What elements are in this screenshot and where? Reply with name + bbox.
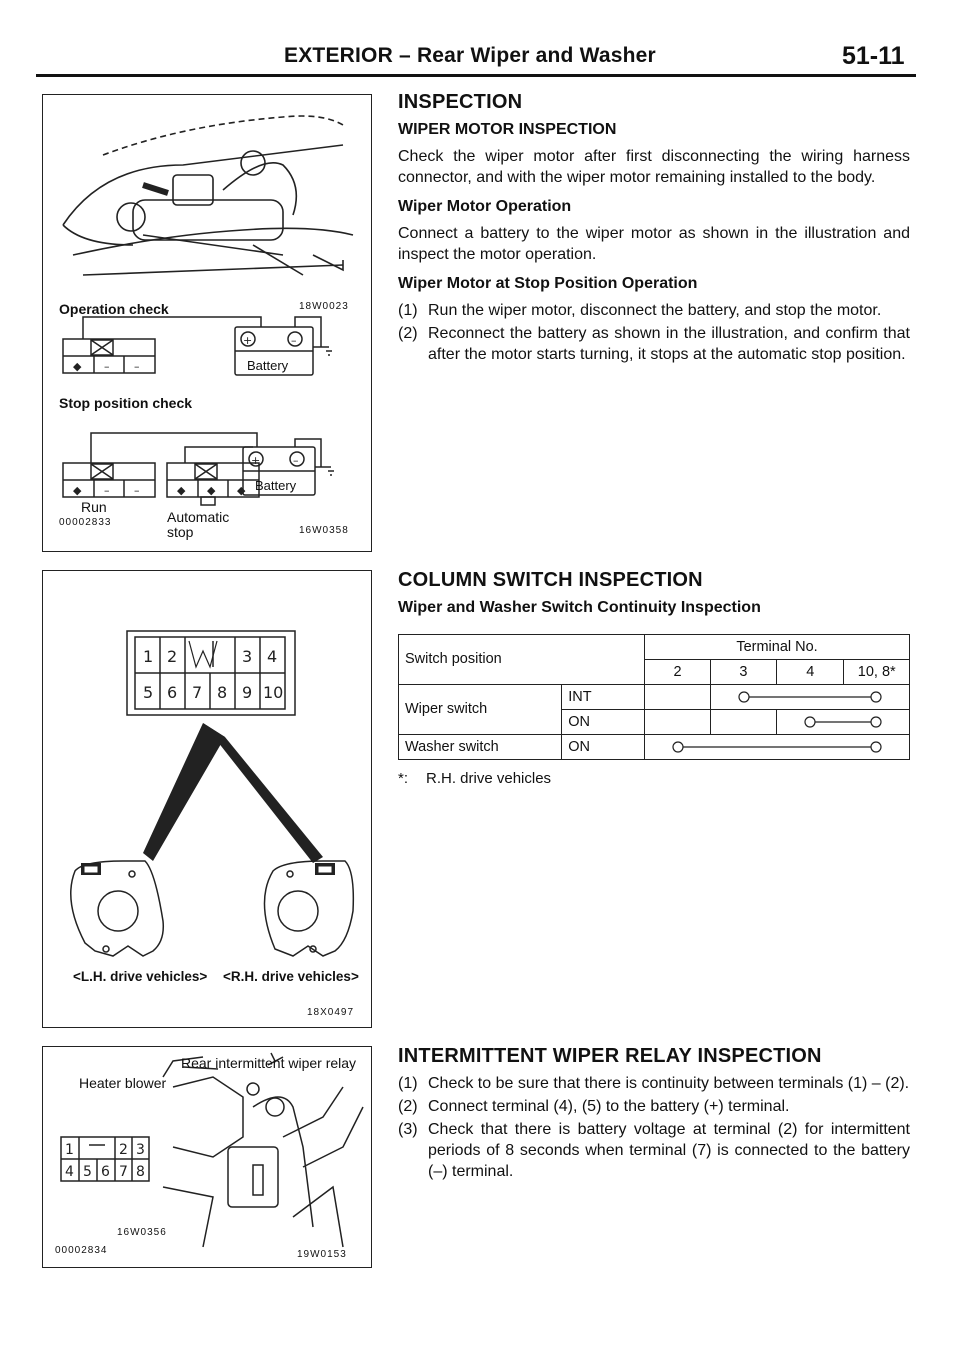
inspection-section — [398, 92, 910, 367]
step-text: Run the wiper motor, disconnect the battery, and stop the motor. — [428, 302, 882, 319]
washer-switch-label: Washer switch — [399, 735, 562, 760]
step-number: (3) — [398, 1121, 418, 1138]
step-item — [398, 1096, 910, 1117]
figure-wiper-motor — [42, 94, 372, 552]
table-row — [399, 685, 910, 710]
page-number: 51-11 — [842, 42, 905, 70]
svg-text:◆: ◆ — [73, 484, 82, 497]
svg-text:◆: ◆ — [207, 484, 216, 497]
table-footnote — [398, 768, 910, 789]
figure-code: 16W0358 — [299, 525, 349, 536]
figure-code: 00002834 — [55, 1245, 108, 1256]
int-position: INT — [562, 685, 645, 710]
terminal-header: 10, 8* — [844, 660, 910, 685]
relay-terminal-3: 3 — [136, 1142, 145, 1158]
terminal-header: 4 — [776, 660, 844, 685]
continuity-mark — [776, 710, 909, 735]
terminal-no-header: Terminal No. — [645, 635, 910, 660]
continuity-table — [398, 634, 910, 760]
continuity-line — [711, 686, 909, 708]
rh-drive-label: <R.H. drive vehicles> — [223, 969, 359, 984]
operation-check-label: Operation check — [59, 301, 169, 317]
svg-text:–: – — [104, 360, 110, 373]
wiper-switch-label: Wiper switch — [399, 685, 562, 735]
wiper-motor-operation-text: Connect a battery to the wiper motor as shown in the illustration and inspect the motor operation. — [398, 225, 910, 263]
step-number: (2) — [398, 325, 418, 342]
heater-blower-label: Heater blower — [79, 1075, 167, 1091]
relay-terminal-7: 7 — [119, 1164, 128, 1180]
figure-column-switch — [42, 570, 372, 1028]
step-item — [398, 1073, 910, 1094]
relay-terminal-5: 5 — [83, 1164, 92, 1180]
figure-code: 18W0023 — [299, 301, 349, 312]
relay-terminal-4: 4 — [65, 1164, 74, 1180]
terminal-4: 4 — [267, 647, 278, 666]
continuity-mark — [710, 685, 909, 710]
terminal-5: 5 — [143, 683, 154, 702]
table-row — [399, 635, 910, 660]
column-switch-section — [398, 570, 910, 789]
column-switch-illustration — [43, 571, 373, 1029]
on-position: ON — [562, 710, 645, 735]
switch-position-header: Switch position — [399, 635, 645, 685]
run-label: Run — [81, 499, 107, 515]
svg-text:◆: ◆ — [73, 360, 82, 373]
step-text: Check that there is battery voltage at terminal (2) for intermittent periods of 8 seconds when terminal (7) is connected to the battery (–) terminal. — [428, 1121, 910, 1180]
terminal-10: 10 — [263, 683, 284, 702]
figure-relay — [42, 1046, 372, 1268]
stop-position-label: Stop position check — [59, 395, 193, 411]
step-number: (1) — [398, 1075, 418, 1092]
terminal-header: 3 — [710, 660, 776, 685]
continuity-line — [777, 711, 909, 733]
relay-inspection-section — [398, 1046, 910, 1184]
step-text: Check to be sure that there is continuity between terminals (1) – (2). — [428, 1075, 910, 1092]
terminal-7: 7 — [192, 683, 203, 702]
wiper-motor-inspection-heading: WIPER MOTOR INSPECTION — [398, 121, 617, 138]
figure-code: 00002833 — [59, 517, 112, 528]
table-row — [399, 735, 910, 760]
lh-drive-label: <L.H. drive vehicles> — [73, 969, 208, 984]
step-item — [398, 1119, 910, 1182]
relay-label: Rear intermittent wiper relay — [181, 1055, 357, 1071]
step-number: (2) — [398, 1098, 418, 1115]
terminal-header: 2 — [645, 660, 711, 685]
terminal-8: 8 — [217, 683, 228, 702]
continuity-mark — [645, 735, 910, 760]
relay-inspection-heading: INTERMITTENT WIPER RELAY INSPECTION — [398, 1045, 822, 1067]
wiper-motor-intro: Check the wiper motor after first disconnecting the wiring harness connector, and with the wiper motor remaining installed to the body. — [398, 148, 910, 186]
svg-text:+: + — [243, 334, 253, 347]
terminal-6: 6 — [167, 683, 178, 702]
terminal-1: 1 — [143, 647, 154, 666]
continuity-heading: Wiper and Washer Switch Continuity Inspection — [398, 599, 761, 616]
step-item — [398, 323, 910, 365]
step-text: Reconnect the battery as shown in the illustration, and confirm that after the motor starts turning, it stops at the automatic stop position. — [428, 325, 910, 363]
figure-code: 18X0497 — [307, 1007, 355, 1018]
step-text: Connect terminal (4), (5) to the battery (+) terminal. — [428, 1098, 790, 1115]
terminal-3: 3 — [242, 647, 253, 666]
battery-label: Battery — [255, 478, 297, 493]
figure-code: 16W0356 — [117, 1227, 167, 1238]
relay-terminal-2: 2 — [119, 1142, 128, 1158]
step-number: (1) — [398, 302, 418, 319]
svg-text:–: – — [134, 484, 140, 497]
footnote-mark: *: — [398, 770, 409, 787]
header-rule — [36, 74, 916, 77]
figure-code: 19W0153 — [297, 1249, 347, 1260]
stop-position-heading: Wiper Motor at Stop Position Operation — [398, 275, 698, 292]
svg-text:◆: ◆ — [237, 484, 246, 497]
footnote-text: R.H. drive vehicles — [426, 770, 552, 787]
svg-text:–: – — [291, 334, 297, 347]
wiper-motor-illustration — [43, 95, 373, 553]
section-title: EXTERIOR – Rear Wiper and Washer — [284, 44, 656, 67]
continuity-line — [645, 736, 907, 758]
terminal-9: 9 — [242, 683, 253, 702]
svg-text:◆: ◆ — [177, 484, 186, 497]
column-switch-heading: COLUMN SWITCH INSPECTION — [398, 569, 703, 591]
battery-label: Battery — [247, 358, 289, 373]
terminal-2: 2 — [167, 647, 178, 666]
stop-label: stop — [167, 524, 194, 540]
svg-text:+: + — [251, 454, 261, 467]
on-position: ON — [562, 735, 645, 760]
svg-text:–: – — [134, 360, 140, 373]
relay-terminal-8: 8 — [136, 1164, 145, 1180]
wiper-motor-operation-heading: Wiper Motor Operation — [398, 198, 572, 215]
svg-text:–: – — [104, 484, 110, 497]
automatic-label: Automatic — [167, 509, 230, 525]
relay-terminal-6: 6 — [101, 1164, 110, 1180]
step-item — [398, 300, 910, 321]
svg-text:–: – — [293, 454, 299, 467]
inspection-heading: INSPECTION — [398, 91, 523, 113]
relay-terminal-1: 1 — [65, 1142, 74, 1158]
